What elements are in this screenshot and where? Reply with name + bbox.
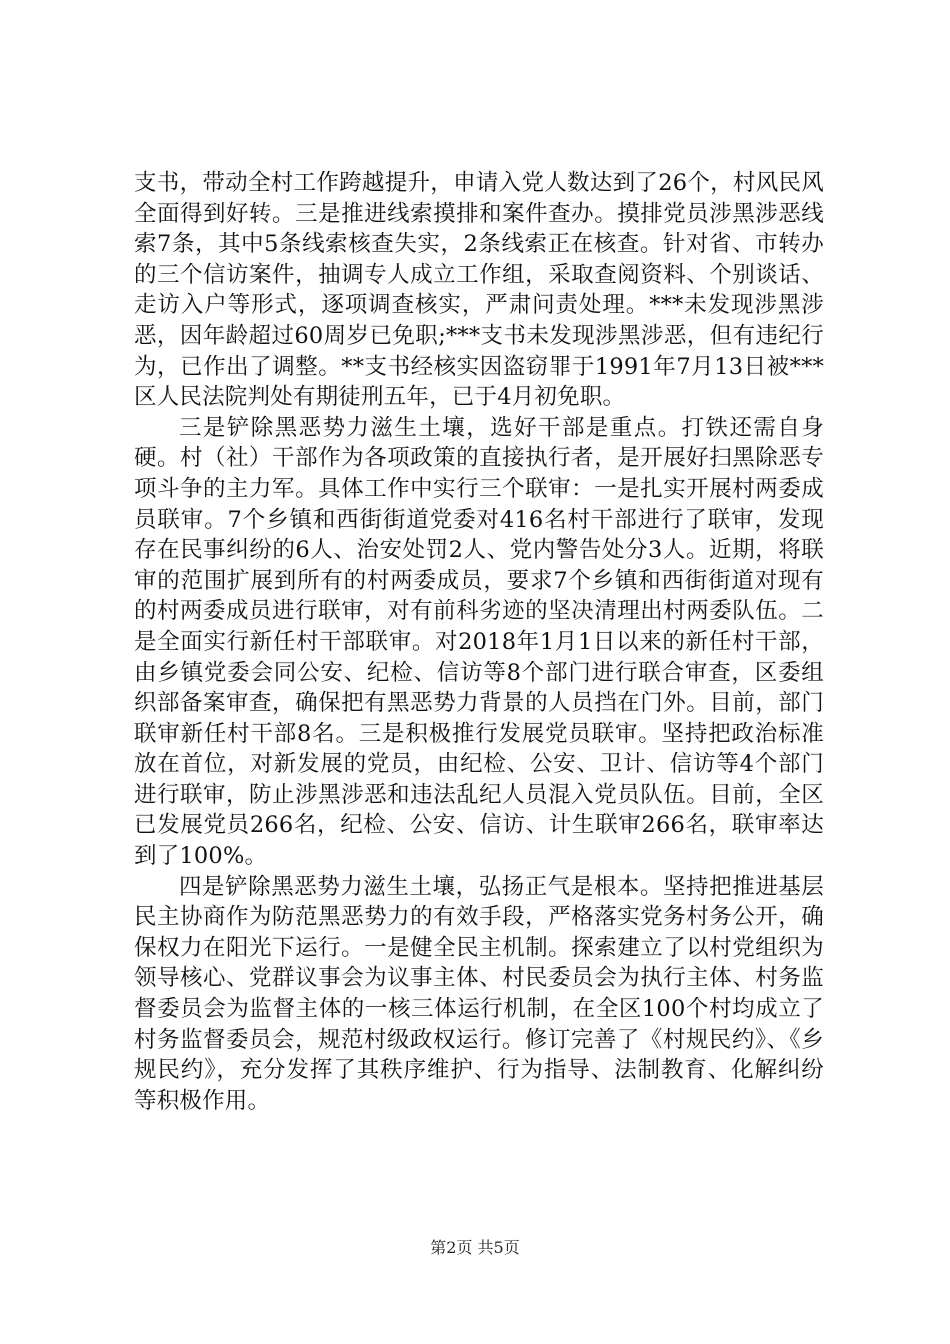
paragraph-democratic-mechanism: 四是铲除黑恶势力滋生土壤，弘扬正气是根本。坚持把推进基层民主协商作为防范黑恶势力的有效手段，严格落实党务村务公开，确保权力在阳光下运行。一是健全民主机制。探索建立了以村党组织为领导核心、党群议事会为议事主体、村民委员会为执行主体、村务监督委员会为监督主体的一核三体运行机制，在全区100个村均成立了村务监督委员会，规范村级政权运行。修订完善了《村规民约》、《乡规民约》，充分发挥了其秩序维护、行为指导、法制教育、化解纠纷等积极作用。	[134, 873, 824, 1114]
paragraph-continued: 支书，带动全村工作跨越提升，申请入党人数达到了26个，村风民风全面得到好转。三是推进线索摸排和案件查办。摸排党员涉黑涉恶线索7条，其中5条线索核查失实，2条线索正在核查。针对省、市转办的三个信访案件，抽调专人成立工作组，采取查阅资料、个别谈话、走访入户等形式，逐项调查核实，严肃问责处理。***未发现涉黑涉恶，因年龄超过60周岁已免职;***支书未发现涉黑涉恶，但有违纪行为，已作出了调整。**支书经核实因盗窃罪于1991年7月13日被***区人民法院判处有期徒刑五年，已于4月初免职。	[134, 170, 824, 411]
document-body	[134, 168, 824, 1116]
page-number-footer: 第2页 共5页	[430, 1238, 520, 1257]
paragraph-cadre-review: 三是铲除黑恶势力滋生土壤，选好干部是重点。打铁还需自身硬。村（社）干部作为各项政策的直接执行者，是开展好扫黑除恶专项斗争的主力军。具体工作中实行三个联审：一是扎实开展村两委成员联审。7个乡镇和西街街道党委对416名村干部进行了联审，发现存在民事纠纷的6人、治安处罚2人、党内警告处分3人。近期，将联审的范围扩展到所有的村两委成员，要求7个乡镇和西街街道对现有的村两委成员进行联审，对有前科劣迹的坚决清理出村两委队伍。二是全面实行新任村干部联审。对2018年1月1日以来的新任村干部，由乡镇党委会同公安、纪检、信访等8个部门进行联合审查，区委组织部备案审查，确保把有黑恶势力背景的人员挡在门外。目前，部门联审新任村干部8名。三是积极推行发展党员联审。坚持把政治标准放在首位，对新发展的党员，由纪检、公安、卫计、信访等4个部门进行联审，防止涉黑涉恶和违法乱纪人员混入党员队伍。目前，全区已发展党员266名，纪检、公安、信访、计生联审266名，联审率达到了100%。	[134, 414, 824, 870]
